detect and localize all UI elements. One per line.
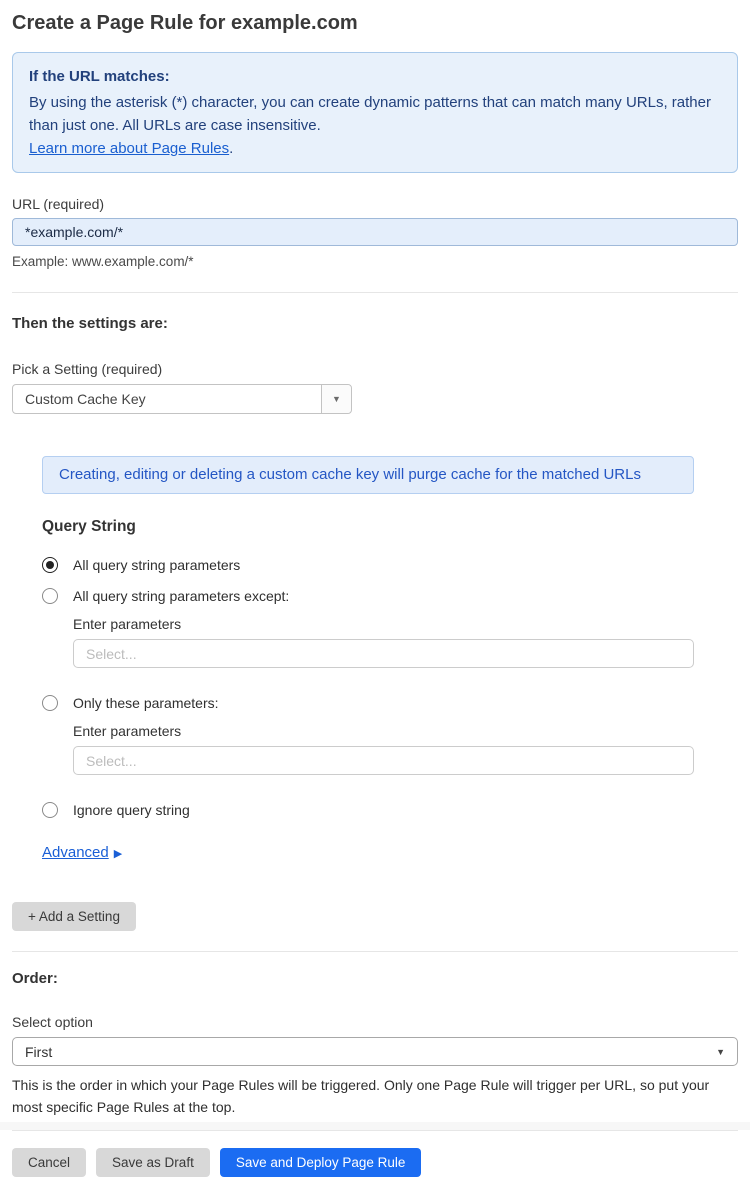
radio-label: All query string parameters bbox=[73, 557, 241, 573]
enter-parameters-label: Enter parameters bbox=[73, 723, 182, 739]
info-box-body: By using the asterisk (*) character, you can create dynamic patterns that can match many URLs, rather than just one. All URLs are case insensitive. bbox=[29, 94, 711, 134]
radio-button-icon[interactable] bbox=[42, 588, 58, 604]
add-setting-button[interactable]: + Add a Setting bbox=[12, 902, 136, 931]
chevron-down-icon: ▼ bbox=[332, 394, 341, 404]
cancel-button[interactable]: Cancel bbox=[12, 1148, 86, 1177]
radio-only-these-params[interactable] bbox=[42, 695, 694, 711]
purge-cache-notice: Creating, editing or deleting a custom cache key will purge cache for the matched URLs bbox=[42, 456, 694, 494]
order-helper-text: This is the order in which your Page Rules will be triggered. Only one Page Rule will trigger per URL, so put your most specific Page Rules at the top. bbox=[12, 1077, 710, 1115]
radio-button-icon[interactable] bbox=[42, 802, 58, 818]
only-parameters-input[interactable] bbox=[73, 746, 694, 775]
url-helper-text: Example: www.example.com/* bbox=[12, 254, 194, 269]
except-parameters-group bbox=[73, 614, 694, 668]
radio-button-icon[interactable] bbox=[42, 557, 58, 573]
save-as-draft-button[interactable]: Save as Draft bbox=[96, 1148, 210, 1177]
radio-button-icon[interactable] bbox=[42, 695, 58, 711]
radio-all-query-params-except[interactable] bbox=[42, 588, 694, 604]
pick-setting-label: Pick a Setting (required) bbox=[12, 361, 163, 377]
advanced-link-text: Advanced bbox=[42, 844, 109, 861]
info-box-link-line bbox=[29, 137, 721, 160]
radio-ignore-query-string[interactable] bbox=[42, 802, 694, 818]
section-divider bbox=[12, 292, 738, 293]
url-field-label: URL (required) bbox=[12, 196, 105, 212]
save-and-deploy-button[interactable]: Save and Deploy Page Rule bbox=[220, 1148, 422, 1177]
only-parameters-group bbox=[73, 721, 694, 775]
setting-dropdown-button[interactable] bbox=[321, 385, 351, 413]
order-select[interactable] bbox=[12, 1037, 738, 1066]
radio-all-query-params[interactable] bbox=[42, 557, 694, 573]
footer-actions bbox=[12, 1148, 738, 1177]
link-period: . bbox=[229, 140, 234, 157]
setting-dropdown-value: Custom Cache Key bbox=[25, 391, 146, 407]
setting-dropdown[interactable] bbox=[12, 384, 352, 414]
section-divider bbox=[12, 1130, 738, 1131]
url-match-info-box bbox=[12, 52, 738, 173]
order-select-label: Select option bbox=[12, 1014, 93, 1030]
page-bottom-strip bbox=[0, 1122, 750, 1130]
custom-cache-key-panel bbox=[42, 456, 694, 862]
enter-parameters-label: Enter parameters bbox=[73, 616, 182, 632]
info-box-heading: If the URL matches: bbox=[29, 68, 170, 85]
learn-more-link[interactable]: Learn more about Page Rules bbox=[29, 140, 230, 157]
radio-label: Ignore query string bbox=[73, 802, 190, 818]
advanced-link[interactable] bbox=[42, 844, 122, 861]
radio-label: All query string parameters except: bbox=[73, 588, 290, 604]
settings-section-heading: Then the settings are: bbox=[12, 315, 168, 332]
order-select-value: First bbox=[25, 1043, 53, 1060]
section-divider bbox=[12, 951, 738, 952]
query-string-heading: Query String bbox=[42, 518, 136, 535]
except-parameters-input[interactable] bbox=[73, 639, 694, 668]
order-heading: Order: bbox=[12, 970, 58, 987]
url-input[interactable] bbox=[12, 218, 738, 246]
chevron-down-icon: ▼ bbox=[716, 1046, 725, 1057]
chevron-right-icon: ▶ bbox=[113, 848, 123, 860]
page-title: Create a Page Rule for example.com bbox=[12, 12, 358, 34]
radio-label: Only these parameters: bbox=[73, 695, 219, 711]
